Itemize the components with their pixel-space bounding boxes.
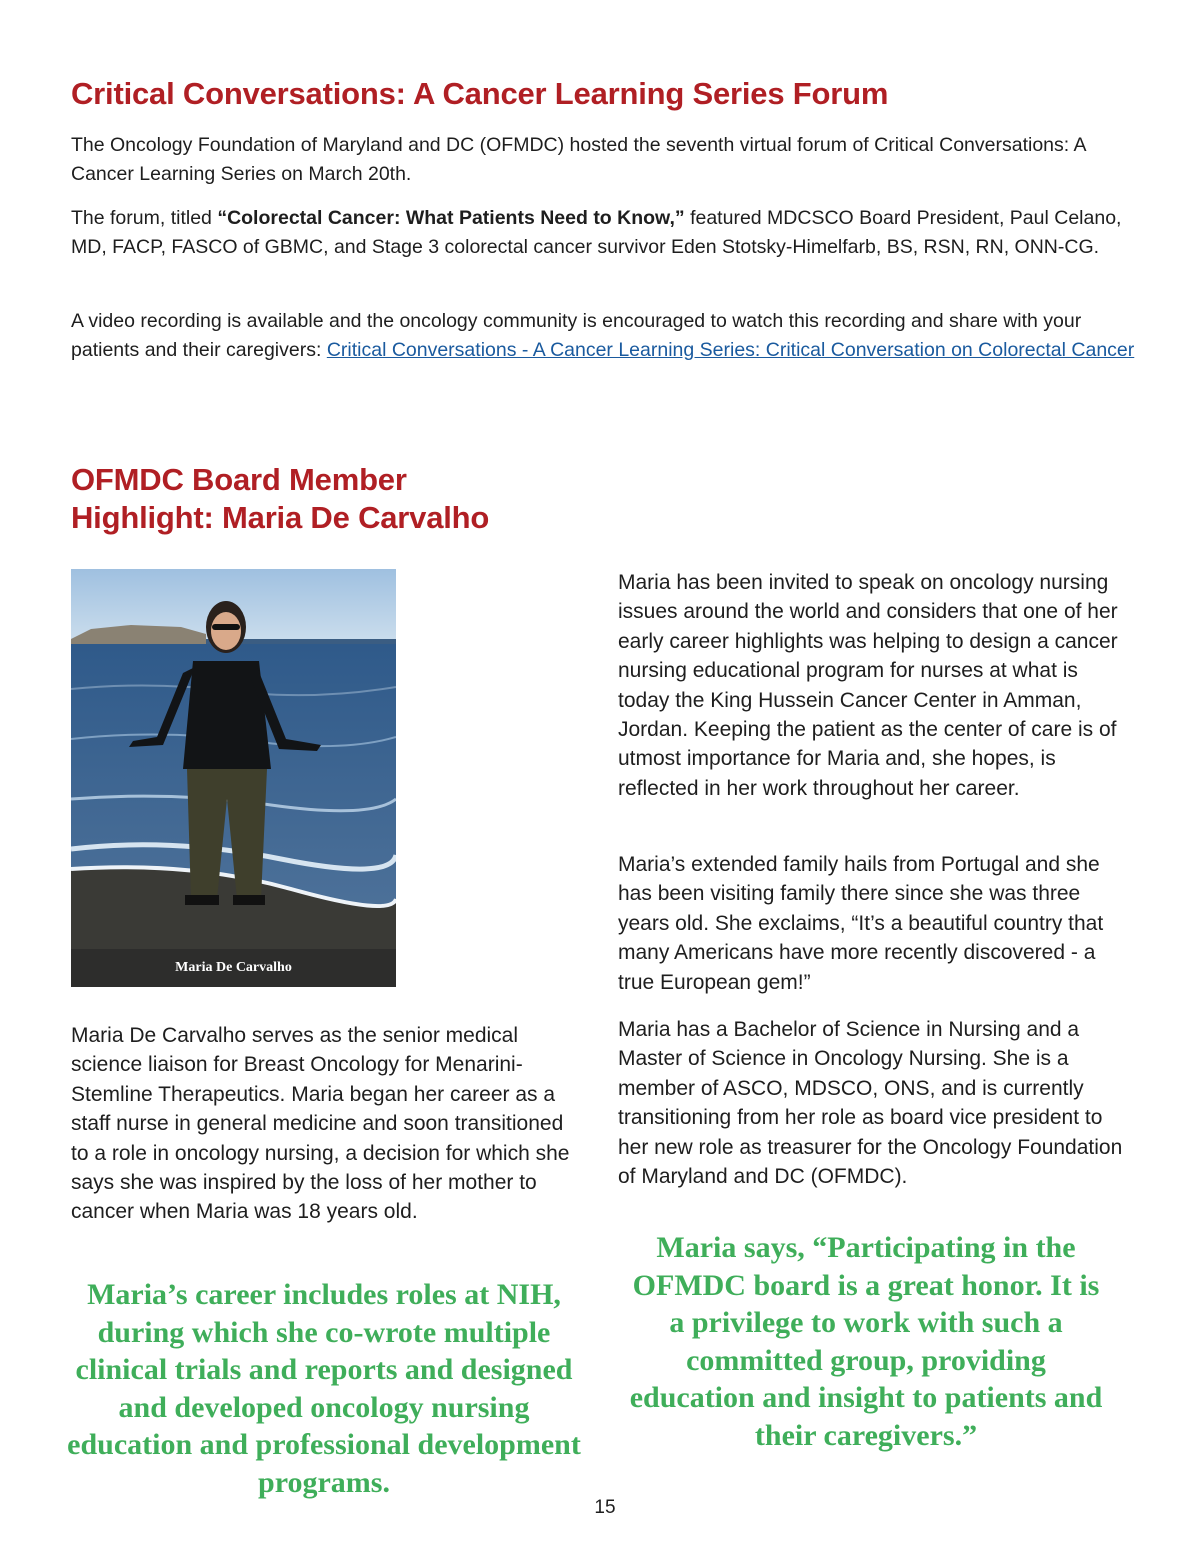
forum-details-paragraph	[71, 204, 1151, 262]
board-heading-line2: Highlight: Maria De Carvalho	[71, 500, 490, 535]
maria-photo	[71, 569, 396, 987]
forum-details-lead: The forum, titled	[71, 207, 218, 229]
forum-intro-paragraph: The Oncology Foundation of Maryland and DC (OFMDC) hosted the seventh virtual forum of Critical Conversations: A Cancer Learning Series on March 20th.	[71, 134, 1086, 185]
board-heading-line1: OFMDC Board Member	[71, 462, 407, 497]
left-pull-quote: Maria’s career includes roles at NIH, during which she co-wrote multiple clinical trials and reports and designed and developed oncology nursing education and professional development programs.	[67, 1278, 581, 1499]
right-paragraph-3: Maria has a Bachelor of Science in Nursing and a Master of Science in Oncology Nursing. She is a member of ASCO, MDSCO, ONS, and is currently transitioning from her role as board vice president to her new role as treasurer for the Oncology Foundation of Maryland and DC (OFMDC).	[618, 1018, 1123, 1189]
forum-details-rest: featured MDCSCO Board President, Paul Celano, MD, FACP, FASCO of GBMC, and Stage 3 colorectal cancer survivor Eden Stotsky-Himelfarb, BS, RSN, RN, ONN-CG.	[71, 207, 1122, 258]
photo-caption: Maria De Carvalho	[71, 949, 396, 987]
right-paragraph-1: Maria has been invited to speak on oncology nursing issues around the world and considers that one of her early career highlights was helping to design a cancer nursing educational program for nurses at what is today the King Hussein Cancer Center in Amman, Jordan. Keeping the patient as the center of care is of utmost importance for Maria and, she hopes, is reflected in her work throughout her career.	[618, 571, 1118, 800]
left-body-paragraph: Maria De Carvalho serves as the senior medical science liaison for Breast Oncology for Menarini-Stemline Therapeutics. Maria began her career as a staff nurse in general medicine and soon transitioned to a role in oncology nursing, a decision for which she says she was inspired by the loss of her mother to cancer when Maria was 18 years old.	[71, 1024, 570, 1224]
right-paragraph-2: Maria’s extended family hails from Portugal and she has been visiting family there since she was three years old. She exclaims, “It’s a beautiful country that many Americans have more recently discovered - a true European gem!”	[618, 853, 1104, 994]
board-highlight-heading	[71, 461, 489, 537]
recording-text: A video recording is available and the oncology community is encouraged to watch this recording and share with your patients and their caregivers:	[71, 310, 1082, 361]
recording-link[interactable]: Critical Conversations - A Cancer Learning Series: Critical Conversation on Colorectal Cancer	[326, 339, 1135, 361]
forum-heading: Critical Conversations: A Cancer Learning Series Forum	[71, 76, 889, 111]
page-number: 15	[594, 1497, 616, 1518]
recording-paragraph	[71, 307, 1151, 365]
right-pull-quote: Maria says, “Participating in the OFMDC board is a great honor. It is a privilege to work with such a committed group, providing education and insight to patients and their caregivers.”	[629, 1231, 1103, 1452]
beach-photo-illustration	[71, 569, 396, 987]
forum-title: “Colorectal Cancer: What Patients Need to Know,”	[217, 207, 685, 229]
